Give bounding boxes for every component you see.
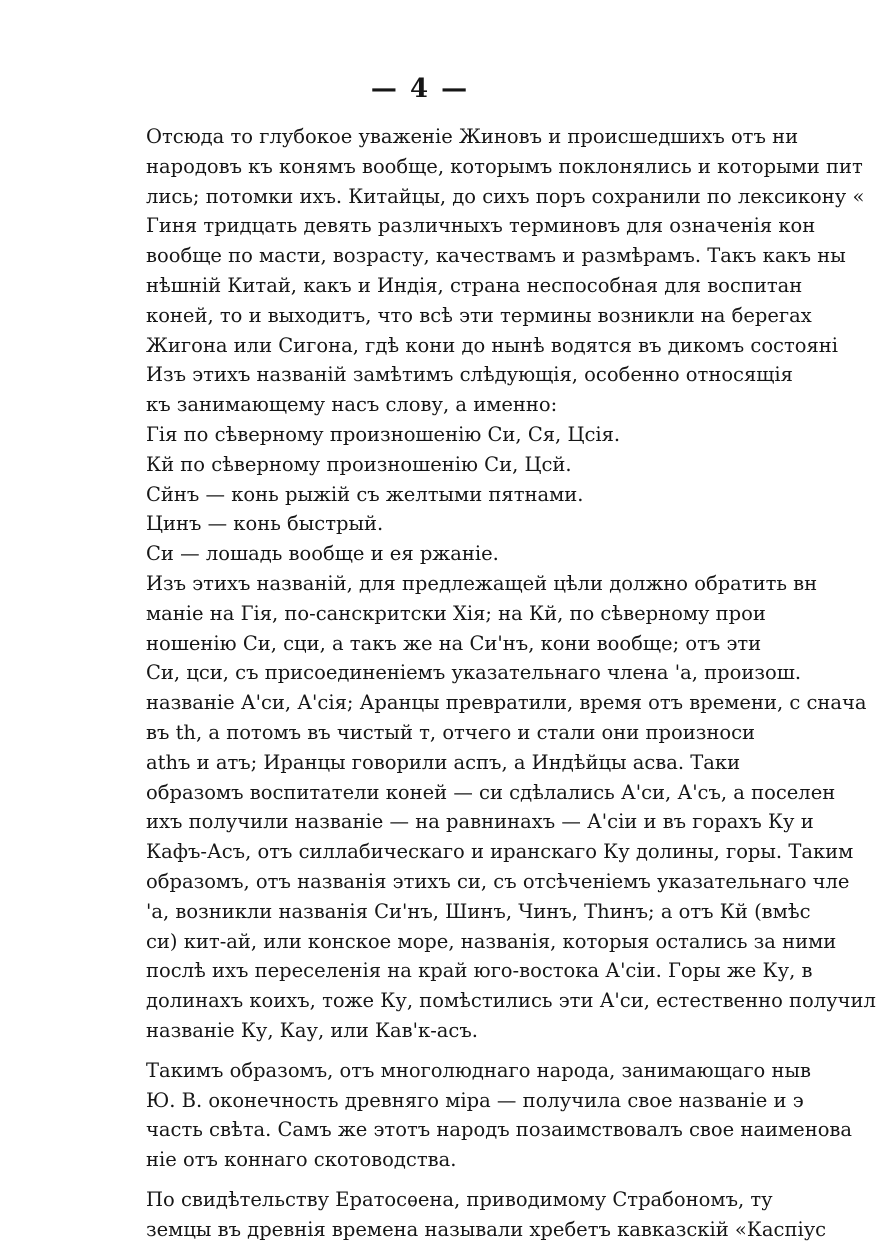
text-line: Цинъ — конь быстрый. (146, 512, 384, 536)
text-line: къ занимающему насъ слову, а именно: (146, 393, 558, 417)
text-line: народовъ къ конямъ вообще, которымъ поклонялись и которыми пит (146, 154, 863, 178)
text-line: 'а, возникли названія Си'нъ, Шинъ, Чинъ, Тhинъ; а отъ Кй (вмѣс (146, 899, 811, 923)
page-number: — 4 — (370, 74, 470, 104)
text-line: Отсюда то глубокое уваженіе Жиновъ и происшедшихъ отъ ни (146, 125, 799, 148)
text-line: образомъ, отъ названія этихъ си, съ отсѣченіемъ указательнаго чле (146, 869, 850, 893)
text-line: Ю. В. оконечность древняго міра — получила свое названіе и э (146, 1088, 804, 1112)
text-line: лись; потомки ихъ. Китайцы, до сихъ поръ сохранили по лексикону « (146, 184, 865, 208)
text-line: названіе Ку, Кау, или Кав'к-асъ. (146, 1018, 478, 1042)
text-line: Кафъ-Асъ, отъ силлабическаго и иранскаго Ку долины, горы. Таким (146, 840, 854, 864)
text-line: Изъ этихъ названій замѣтимъ слѣдующія, особенно относящія (146, 363, 793, 387)
text-line: маніе на Гія, по-санскритски Хія; на Кй, по сѣверному прои (146, 601, 766, 625)
text-line: часть свѣта. Самъ же этотъ народъ позаимствовалъ свое наименова (146, 1118, 853, 1142)
text-line: въ th, а потомъ въ чистый т, отчего и стали они произноси (146, 720, 755, 744)
text-line: вообще по масти, возрасту, качествамъ и размѣрамъ. Такъ какъ ны (146, 244, 846, 268)
text-line: По свидѣтельству Ератосѳена, приводимому Страбономъ, ту (146, 1187, 773, 1211)
text-line: ихъ получили названіе — на равнинахъ — А'сіи и въ горахъ Ку и (146, 810, 814, 834)
text-line: athъ и атъ; Иранцы говорили аспъ, а Индѣйцы асва. Таки (146, 750, 741, 774)
text-line: Сйнъ — конь рыжій съ желтыми пятнами. (146, 482, 584, 506)
text-line: Изъ этихъ названій, для предлежащей цѣли должно обратить вн (146, 571, 818, 595)
text-line: Гиня тридцать девять различныхъ терминовъ для означенія кон (146, 214, 816, 238)
text-line: нѣшній Китай, какъ и Индія, страна неспособная для воспитан (146, 273, 803, 297)
text-line: Си — лошадь вообще и ея ржаніе. (146, 542, 499, 566)
text-line: Си, цси, съ присоединеніемъ указательнаго члена 'а, произош. (146, 661, 802, 685)
text-line: долинахъ коихъ, тоже Ку, помѣстились эти А'си, естественно получил (146, 989, 876, 1013)
text-line: си) кит-ай, или конское море, названія, которыя остались за ними (146, 929, 837, 953)
text-line: образомъ воспитатели коней — си сдѣлались А'си, А'съ, а поселен (146, 780, 836, 804)
text-line: ношенію Си, сци, а такъ же на Си'нъ, кони вообще; отъ эти (146, 631, 762, 655)
text-line: Такимъ образомъ, отъ многолюднаго народа, занимающаго ныв (146, 1058, 811, 1082)
text-line: послѣ ихъ переселенія на край юго-востока А'сіи. Горы же Ку, в (146, 959, 813, 983)
text-line: земцы въ древнія времена называли хребетъ кавказскій «Каспіус (146, 1217, 827, 1241)
text-line: Жигона или Сигона, гдѣ кони до нынѣ водятся въ дикомъ состоянi (146, 333, 839, 357)
text-line: названіе А'си, А'сія; Аранцы превратили, время отъ времени, с снача (146, 691, 867, 715)
text-line: Гія по сѣверному произношенію Си, Ся, Цсія. (146, 422, 621, 446)
text-line: коней, то и выходитъ, что всѣ эти термины возникли на берегах (146, 303, 812, 327)
text-line: ніе отъ коннаго скотоводства. (146, 1148, 457, 1172)
body-text (146, 122, 876, 1244)
text-line: Кй по сѣверному произношенію Си, Цсй. (146, 452, 572, 476)
